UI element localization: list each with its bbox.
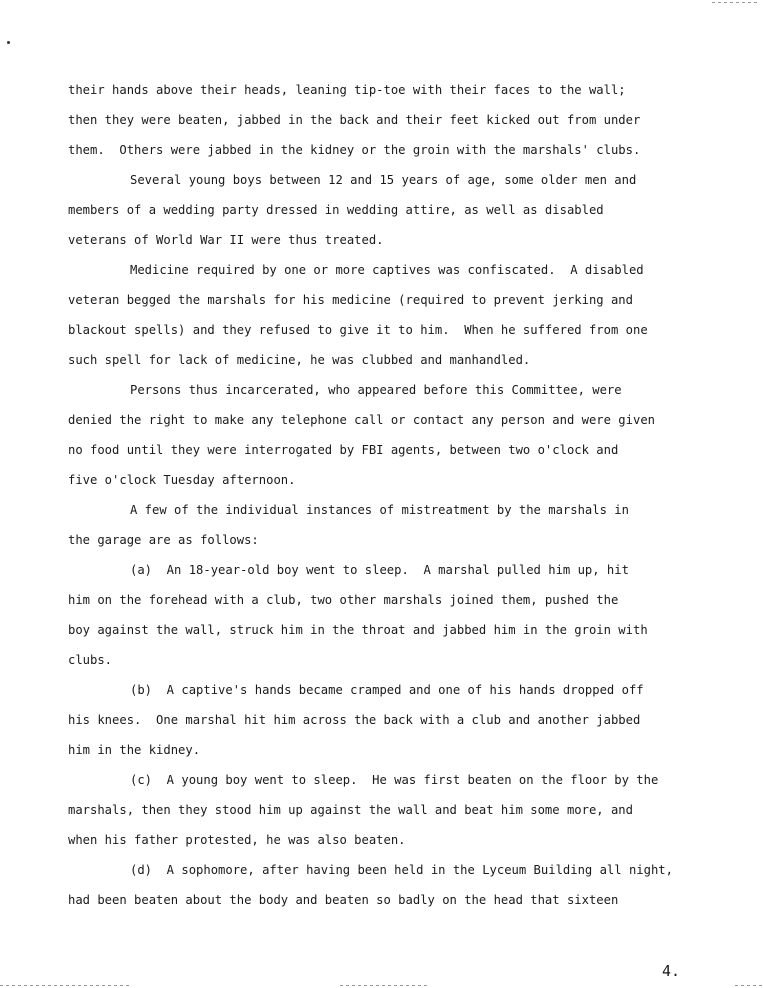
text-line: Persons thus incarcerated, who appeared before this Committee, were xyxy=(130,383,622,397)
text-line: the garage are as follows: xyxy=(68,533,259,547)
text-line: blackout spells) and they refused to give it to him. When he suffered from one xyxy=(68,323,648,337)
text-line: them. Others were jabbed in the kidney or the groin with the marshals' clubs. xyxy=(68,143,641,157)
text-line: (a) An 18-year-old boy went to sleep. A marshal pulled him up, hit xyxy=(130,563,629,577)
text-line: him on the forehead with a club, two other marshals joined them, pushed the xyxy=(68,593,619,607)
text-line: denied the right to make any telephone call or contact any person and were given xyxy=(68,413,655,427)
text-line: members of a wedding party dressed in wedding attire, as well as disabled xyxy=(68,203,604,217)
page-number: 4. xyxy=(662,962,681,980)
text-line: veteran begged the marshals for his medicine (required to prevent jerking and xyxy=(68,293,633,307)
scan-mark-bottom xyxy=(0,985,130,986)
text-line: A few of the individual instances of mistreatment by the marshals in xyxy=(130,503,629,517)
text-line: Medicine required by one or more captives was confiscated. A disabled xyxy=(130,263,644,277)
text-line: (b) A captive's hands became cramped and one of his hands dropped off xyxy=(130,683,644,697)
text-line: (d) A sophomore, after having been held in the Lyceum Building all night, xyxy=(130,863,673,877)
text-line: marshals, then they stood him up against the wall and beat him some more, and xyxy=(68,803,633,817)
text-line: no food until they were interrogated by FBI agents, between two o'clock and xyxy=(68,443,619,457)
text-line: veterans of World War II were thus treated. xyxy=(68,233,384,247)
text-line: his knees. One marshal hit him across the back with a club and another jabbed xyxy=(68,713,641,727)
text-line: clubs. xyxy=(68,653,113,667)
text-line: then they were beaten, jabbed in the back and their feet kicked out from under xyxy=(68,113,641,127)
text-line: him in the kidney. xyxy=(68,743,201,757)
scan-mark-bottom xyxy=(735,985,763,986)
text-line: had been beaten about the body and beaten so badly on the head that sixteen xyxy=(68,893,619,907)
text-line: five o'clock Tuesday afternoon. xyxy=(68,473,296,487)
text-line: (c) A young boy went to sleep. He was first beaten on the floor by the xyxy=(130,773,659,787)
text-line: such spell for lack of medicine, he was clubbed and manhandled. xyxy=(68,353,531,367)
text-line: Several young boys between 12 and 15 years of age, some older men and xyxy=(130,173,637,187)
text-line: their hands above their heads, leaning tip-toe with their faces to the wall; xyxy=(68,83,626,97)
text-line: when his father protested, he was also beaten. xyxy=(68,833,406,847)
scan-speck xyxy=(7,41,10,44)
scan-mark-bottom xyxy=(340,985,430,986)
scan-mark-top xyxy=(712,2,760,3)
text-line: boy against the wall, struck him in the throat and jabbed him in the groin with xyxy=(68,623,648,637)
